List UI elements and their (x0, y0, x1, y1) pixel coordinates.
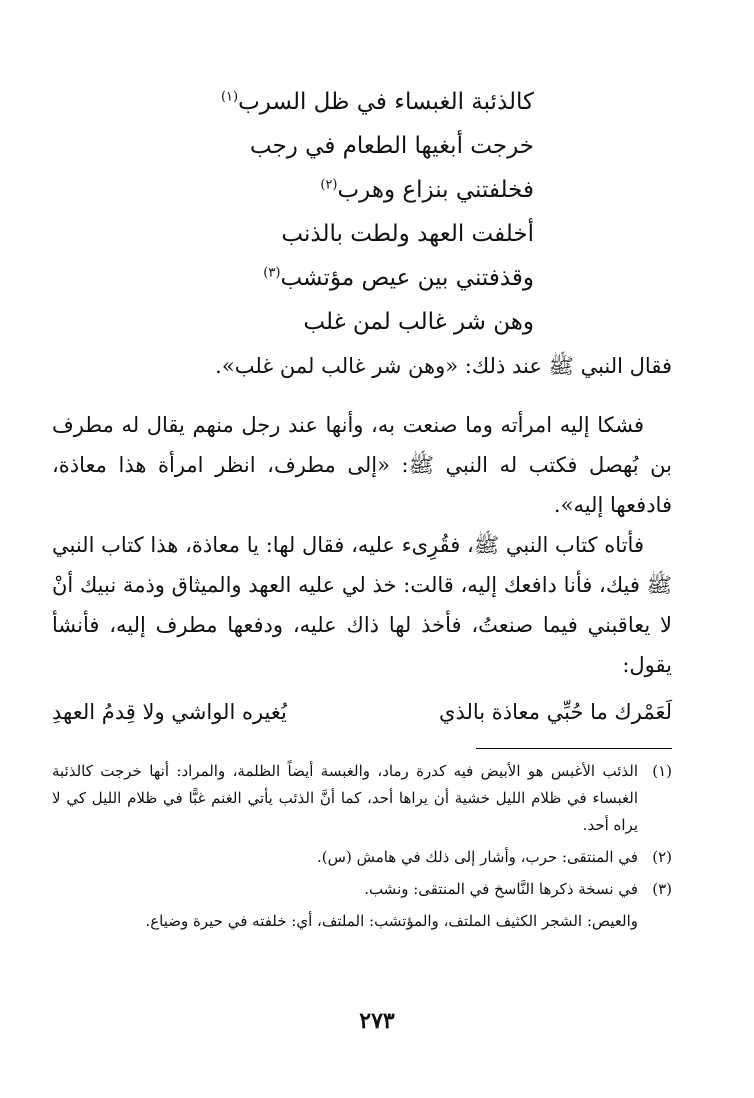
poem-line-text: كالذئبة الغبساء في ظل السرب (238, 89, 534, 115)
page-number: ٢٧٣ (359, 1008, 395, 1034)
poem-line (194, 212, 534, 256)
poem-line-text: خرجت أبغيها الطعام في رجب (249, 133, 534, 159)
poem-line (194, 80, 534, 124)
verse-first-hemistich: لَعَمْرك ما حُبِّي معاذة بالذي (439, 700, 672, 724)
poem-line-text: وهن شر غالب لمن غلب (303, 309, 534, 335)
poem-line-text: فخلفتني بنزاع وهرب (337, 177, 534, 203)
footnote-ref: (٣) (263, 265, 281, 281)
footnote-ref: (١) (220, 89, 239, 105)
footnote-ref: (٢) (320, 177, 338, 193)
poem-line-text: أخلفت العهد ولطت بالذنب (281, 221, 534, 247)
poem-line-text: وقذفتني بين عيص مؤتشب (280, 265, 534, 291)
footnote-number: (١) (652, 762, 672, 780)
verse-second-hemistich: يُغيره الواشي ولا قِدمُ العهدِ (52, 700, 287, 724)
footnote-1 (52, 758, 672, 839)
footnote-2 (52, 844, 672, 871)
paragraph-text: فقال النبي ﷺ عند ذلك: «وهن شر غالب لمن غلب». (215, 354, 672, 378)
paragraph-prophet-reply (52, 346, 672, 386)
poem-line (194, 300, 534, 344)
paragraph-text: فشكا إليه امرأته وما صنعت به، وأنها عند رجل منهم يقال له مطرف بن بُهصل فكتب له النبي ﷺ: «إلى مطرف، انظر امرأة هذا معاذة، فادفعها إليه». (52, 413, 672, 517)
poem-line (194, 124, 534, 168)
footnote-number: (٣) (652, 880, 672, 898)
footnote-text: في المنتقى: حرب، وأشار إلى ذلك في هامش (س). (317, 848, 638, 866)
footnotes-section (52, 758, 672, 940)
footnote-3-continuation: والعيص: الشجر الكثيف الملتف، والمؤتشب: الملتف، أي: خلفته في حيرة وضياع. (145, 912, 638, 930)
poem-line (194, 168, 534, 212)
footnote-number: (٢) (652, 848, 672, 866)
poem-block (194, 80, 534, 344)
paragraph-text: فأتاه كتاب النبي ﷺ، فقُرِىء عليه، فقال لها: يا معاذة، هذا كتاب النبي ﷺ فيك، فأنا دافعك إليه، قالت: خذ لي عليه العهد والميثاق وذمة نبيك أنْ لا يعاقبني فيما صنعتُ، فأخذ لها ذاك عليه، ودفعها مطرف إليه، فأنشأ يقول: (52, 533, 672, 677)
closing-verse (52, 692, 672, 732)
poem-line (194, 256, 534, 300)
paragraph-complaint (52, 405, 672, 525)
footnote-text: الذئب الأغبس هو الأبيض فيه كدرة رماد، والغبسة أيضاً الظلمة، والمراد: أنها خرجت كالذئبة الغبساء في ظلام الليل خشية أن يراها أحد، كما أنَّ الذئب يأتي الغنم غبًّا في ظلام الليل كي لا يراه أحد. (52, 762, 638, 834)
footnote-text: في نسخة ذكرها النَّاسخ في المنتقى: ونشب. (364, 880, 638, 898)
footnote-divider (476, 748, 672, 749)
paragraph-letter (52, 525, 672, 685)
footnote-3 (52, 876, 672, 903)
